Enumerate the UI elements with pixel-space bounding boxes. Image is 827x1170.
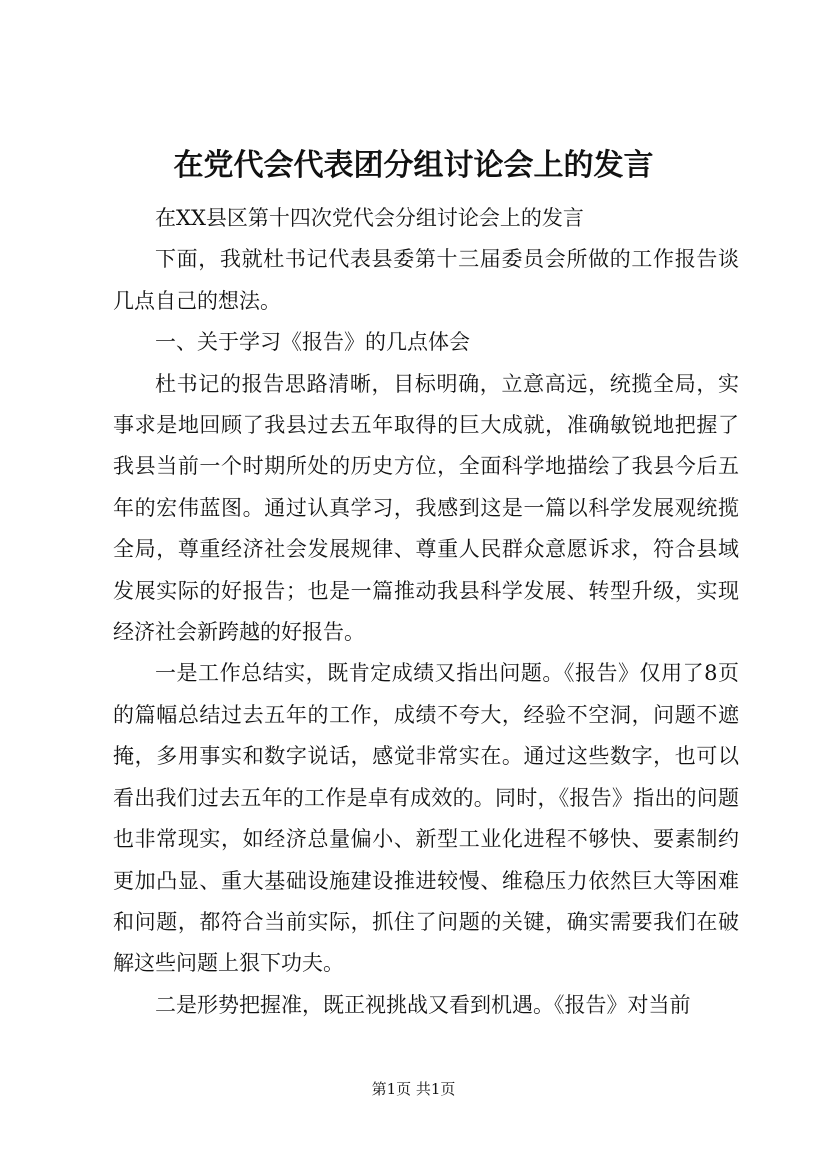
- paragraph-point-one: 一是工作总结实，既肯定成绩又指出问题。《报告》仅用了8页的篇幅总结过去五年的工作，成绩不夸大，经验不空洞，问题不遮掩，多用事实和数字说话，感觉非常实在。通过这些数字，也可以看出我们过去五年的工作是卓有成效的。同时，《报告》指出的问题也非常现实，如经济总量偏小、新型工业化进程不够快、要素制约更加凸显、重大基础设施建设推进较慢、维稳压力依然巨大等困难和问题，都符合当前实际，抓住了问题的关键，确实需要我们在破解这些问题上狠下功夫。: [113, 661, 739, 976]
- paragraph-report-summary: 杜书记的报告思路清晰，目标明确，立意高远，统揽全局，实事求是地回顾了我县过去五年取得的巨大成就，准确敏锐地把握了我县当前一个时期所处的历史方位，全面科学地描绘了我县今后五年的宏伟蓝图。通过认真学习，我感到这是一篇以科学发展观统揽全局，尊重经济社会发展规律、尊重人民群众意愿诉求，符合县域发展实际的好报告；也是一篇推动我县科学发展、转型升级，实现经济社会新跨越的好报告。: [113, 371, 739, 645]
- page-footer: 第1页 共1页: [371, 1080, 456, 1098]
- paragraph-point-two: 二是形势把握准，既正视挑战又看到机遇。《报告》对当前: [155, 992, 691, 1017]
- paragraph-intro: 下面，我就杜书记代表县委第十三届委员会所做的工作报告谈几点自己的想法。: [113, 247, 739, 313]
- section-heading: 一、关于学习《报告》的几点体会: [155, 330, 470, 355]
- document-title: 在党代会代表团分组讨论会上的发言: [173, 148, 654, 183]
- document-body: [113, 198, 739, 1026]
- paragraph-subtitle: 在XX县区第十四次党代会分组讨论会上的发言: [155, 206, 584, 230]
